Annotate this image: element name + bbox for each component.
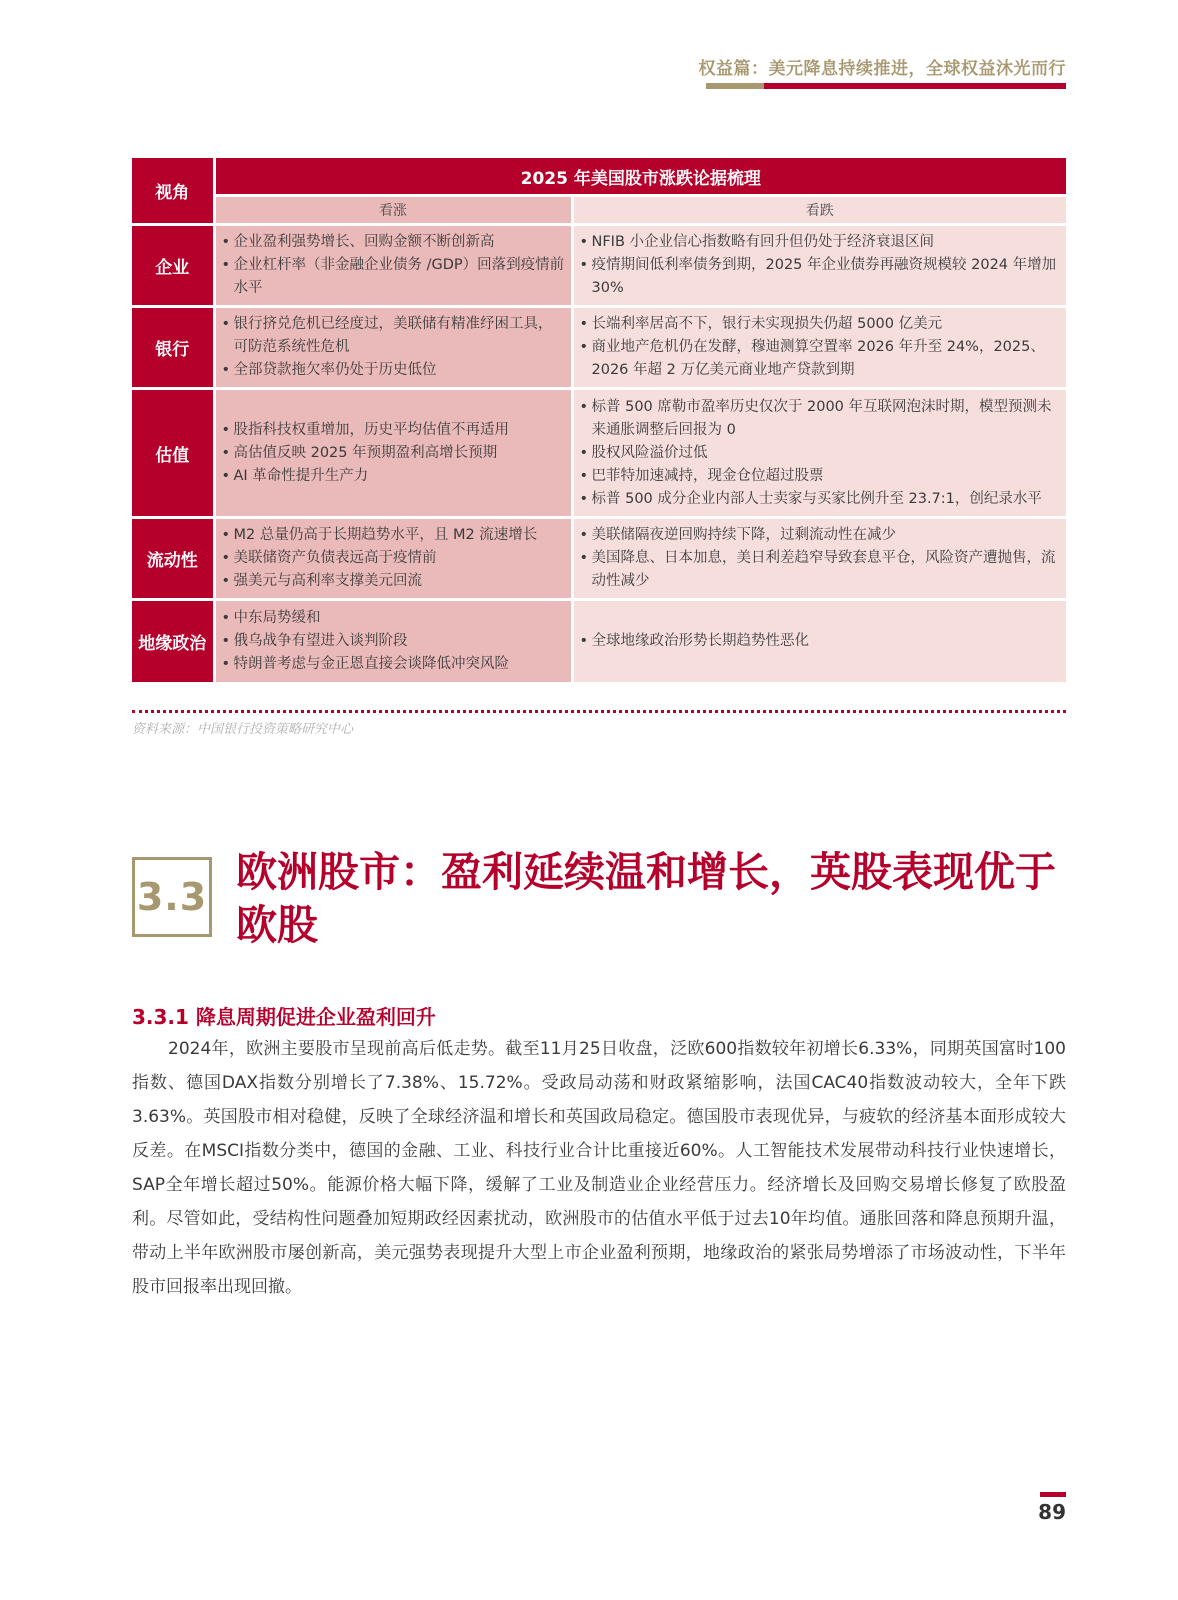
table-row — [132, 389, 1066, 518]
argument-table — [132, 158, 1066, 682]
section-title: 欧洲股市：盈利延续温和增长，英股表现优于欧股 — [236, 848, 1056, 949]
list-item: • 美联储资产负债表远高于疫情前 — [220, 547, 565, 570]
list-item: • 高估值反映 2025 年预期盈利高增长预期 — [220, 442, 565, 465]
list-item: • 美国降息、日本加息，美日利差趋窄导致套息平仓，风险资产遭抛售，流动性减少 — [578, 547, 1061, 593]
list-item: • NFIB 小企业信心指数略有回升但仍处于经济衰退区间 — [578, 231, 1061, 254]
list-item: • 股权风险溢价过低 — [578, 442, 1061, 465]
bear-cell — [572, 389, 1066, 518]
list-item: • 全球地缘政治形势长期趋势性恶化 — [578, 630, 1061, 653]
bull-cell — [214, 518, 572, 600]
table-row — [132, 518, 1066, 600]
bull-cell — [214, 307, 572, 389]
row-label: 流动性 — [132, 518, 214, 600]
list-item: • 中东局势缓和 — [220, 607, 565, 630]
row-label: 估值 — [132, 389, 214, 518]
list-item: • 股指科技权重增加，历史平均估值不再适用 — [220, 419, 565, 442]
table-row — [132, 225, 1066, 307]
table-row — [132, 307, 1066, 389]
list-item: • 全部贷款拖欠率仍处于历史低位 — [220, 359, 565, 382]
bear-cell — [572, 518, 1066, 600]
list-item: • M2 总量仍高于长期趋势水平，且 M2 流速增长 — [220, 524, 565, 547]
list-item: • 企业杠杆率（非金融企业债务 /GDP）回落到疫情前水平 — [220, 254, 565, 300]
table-source: 资料来源：中国银行投资策略研究中心 — [132, 722, 354, 737]
running-title: 权益篇：美元降息持续推进，全球权益沐光而行 — [698, 59, 1066, 79]
bull-cell — [214, 225, 572, 307]
list-item: • AI 革命性提升生产力 — [220, 465, 565, 488]
column-header-bear: 看跌 — [572, 196, 1066, 225]
bear-cell — [572, 225, 1066, 307]
table-title: 2025 年美国股市涨跌论据梳理 — [214, 158, 1066, 196]
list-item: • 企业盈利强势增长、回购金额不断创新高 — [220, 231, 565, 254]
list-item: • 标普 500 席勒市盈率历史仅次于 2000 年互联网泡沫时期，模型预测未来通胀调整后回报为 0 — [578, 396, 1061, 442]
row-label: 地缘政治 — [132, 600, 214, 682]
subsection-title: 3.3.1 降息周期促进企业盈利回升 — [132, 1005, 436, 1029]
bull-cell — [214, 600, 572, 682]
header-rule-gold — [706, 83, 764, 89]
row-label: 银行 — [132, 307, 214, 389]
list-item: • 俄乌战争有望进入谈判阶段 — [220, 630, 565, 653]
row-label: 企业 — [132, 225, 214, 307]
table-row — [132, 600, 1066, 682]
list-item: • 商业地产危机仍在发酵，穆迪测算空置率 2026 年升至 24%，2025、2026 年超 2 万亿美元商业地产贷款到期 — [578, 336, 1061, 382]
list-item: • 强美元与高利率支撑美元回流 — [220, 570, 565, 593]
bear-cell — [572, 307, 1066, 389]
dotted-divider — [132, 710, 1066, 713]
bull-cell — [214, 389, 572, 518]
list-item: • 标普 500 成分企业内部人士卖家与买家比例升至 23.7:1，创纪录水平 — [578, 488, 1061, 511]
list-item: • 银行挤兑危机已经度过，美联储有精准纾困工具，可防范系统性危机 — [220, 313, 565, 359]
bear-cell — [572, 600, 1066, 682]
page-number-mark — [1040, 1492, 1066, 1497]
list-item: • 疫情期间低利率债务到期，2025 年企业债券再融资规模较 2024 年增加 30% — [578, 254, 1061, 300]
list-item: • 巴菲特加速减持，现金仓位超过股票 — [578, 465, 1061, 488]
list-item: • 美联储隔夜逆回购持续下降，过剩流动性在减少 — [578, 524, 1061, 547]
table-corner-label: 视角 — [132, 158, 214, 225]
list-item: • 长端利率居高不下，银行未实现损失仍超 5000 亿美元 — [578, 313, 1061, 336]
section-number-box: 3.3 — [132, 857, 212, 937]
body-paragraph: 2024年，欧洲主要股市呈现前高后低走势。截至11月25日收盘，泛欧600指数较年初增长6.33%，同期英国富时100指数、德国DAX指数分别增长了7.38%、15.72%。受政局动荡和财政紧缩影响，法国CAC40指数波动较大，全年下跌3.63%。英国股市相对稳健，反映了全球经济温和增长和英国政局稳定。德国股市表现优异，与疲软的经济基本面形成较大反差。在MSCI指数分类中，德国的金融、工业、科技行业合计比重接近60%。人工智能技术发展带动科技行业快速增长，SAP全年增长超过50%。能源价格大幅下降，缓解了工业及制造业企业经营压力。经济增长及回购交易增长修复了欧股盈利。尽管如此，受结构性问题叠加短期政经因素扰动，欧洲股市的估值水平低于过去10年均值。通胀回落和降息预期升温，带动上半年欧洲股市屡创新高，美元强势表现提升大型上市企业盈利预期，地缘政治的紧张局势增添了市场波动性，下半年股市回报率出现回撤。 — [132, 1039, 1066, 1297]
column-header-bull: 看涨 — [214, 196, 572, 225]
list-item: • 特朗普考虑与金正恩直接会谈降低冲突风险 — [220, 653, 565, 676]
page-number: 89 — [1038, 1500, 1066, 1524]
header-rule-red — [764, 83, 1066, 89]
